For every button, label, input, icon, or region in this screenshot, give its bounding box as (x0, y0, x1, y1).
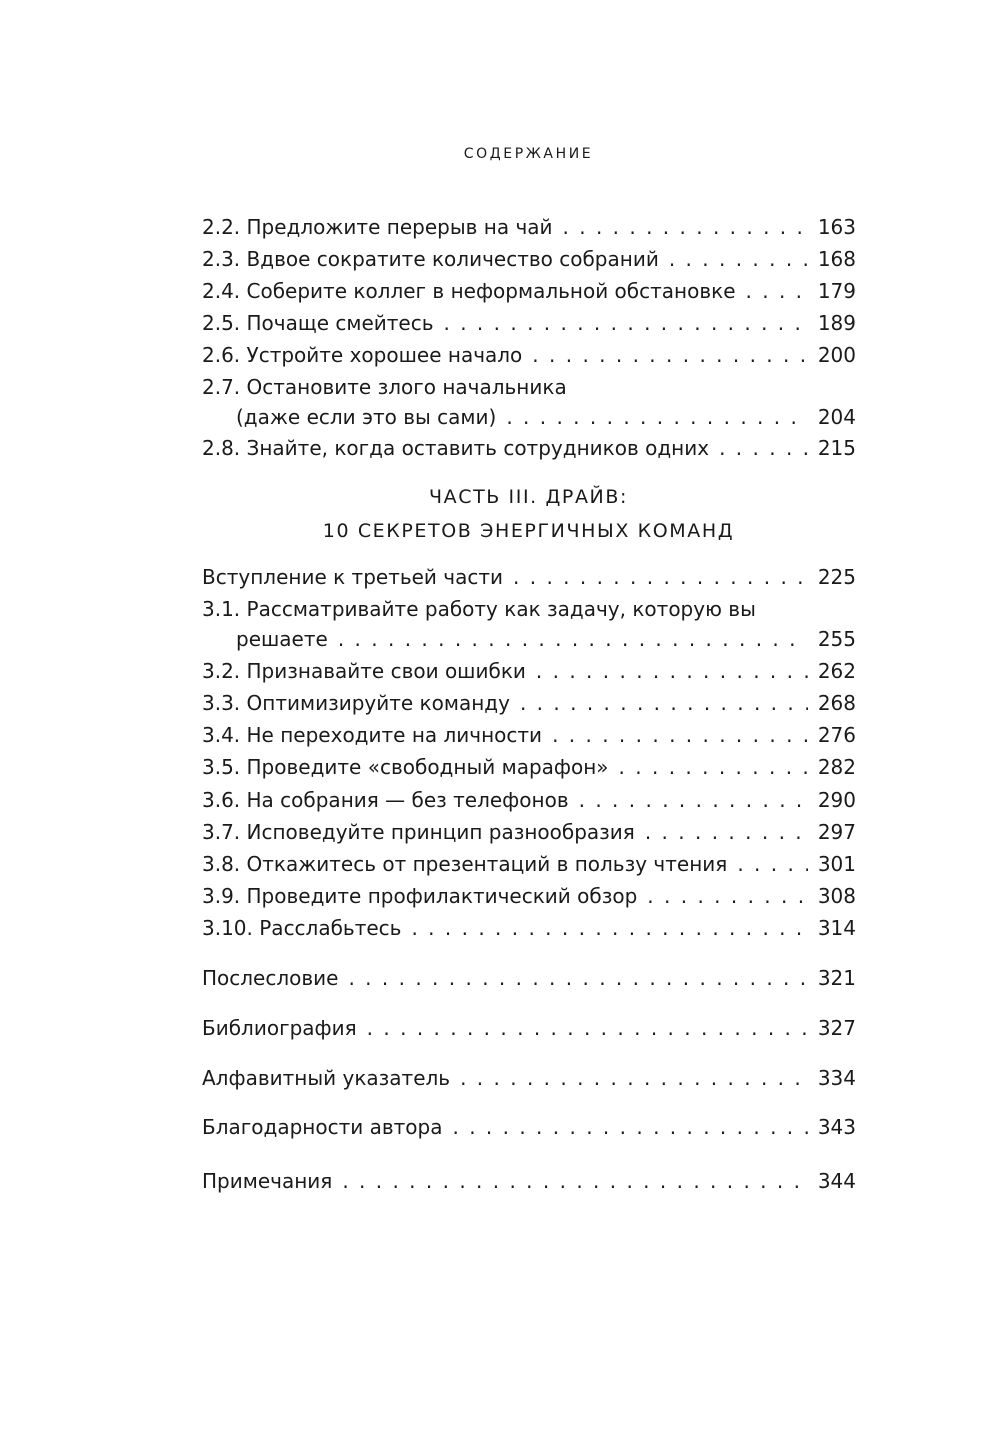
toc-entry-page: 215 (817, 436, 856, 460)
toc-entry-title: 3.3. Оптимизируйте команду (202, 691, 510, 715)
toc-entry-3-2 (202, 655, 856, 687)
toc-entry-2-5 (202, 307, 856, 339)
toc-entry-page: 255 (817, 627, 856, 651)
dot-leader (348, 962, 808, 994)
toc-entry-page: 344 (817, 1169, 856, 1193)
dot-leader (536, 655, 808, 687)
dot-leader (737, 848, 808, 880)
toc-entry-title: 3.5. Проведите «свободный марафон» (202, 755, 609, 779)
dot-leader (342, 1165, 808, 1197)
dot-leader (444, 307, 809, 339)
toc-entry-page: 334 (817, 1066, 856, 1090)
toc-entry-title: Алфавитный указатель (202, 1066, 451, 1090)
dot-leader (647, 880, 808, 912)
toc-entry-page: 262 (817, 659, 856, 683)
dot-leader (563, 211, 808, 243)
toc-entry-3-4 (202, 719, 856, 751)
toc-entry-page: 168 (817, 247, 856, 271)
toc-entry-acknowledgements (202, 1111, 856, 1143)
dot-leader (513, 561, 808, 593)
dot-leader (532, 339, 808, 371)
toc-entry-title: 2.3. Вдвое сократите количество собраний (202, 247, 659, 271)
running-head: СОДЕРЖАНИЕ (463, 146, 594, 162)
toc-entry-bibliography (202, 1012, 856, 1044)
dot-leader (619, 751, 808, 783)
dot-leader (645, 816, 808, 848)
toc-entry-page: 225 (817, 565, 856, 589)
toc-entry-2-3 (202, 243, 856, 275)
toc-entry-title: решаете (236, 627, 328, 651)
part-heading-line1: ЧАСТЬ III. ДРАЙВ: (428, 486, 628, 508)
toc-entry-3-9 (202, 880, 856, 912)
dot-leader (520, 687, 808, 719)
dot-leader (746, 275, 808, 307)
dot-leader (460, 1062, 808, 1094)
toc-entry-title: Послесловие (202, 966, 339, 990)
toc-entry-page: 321 (817, 966, 856, 990)
toc-entry-title: 3.9. Проведите профилактический обзор (202, 884, 638, 908)
toc-entry-page: 297 (817, 820, 856, 844)
toc-entry-page: 327 (817, 1016, 856, 1040)
toc-entry-page: 314 (817, 916, 856, 940)
toc-entry-title: Библиография (202, 1016, 357, 1040)
toc-entry-2-7-line1: 2.7. Остановите злого начальника (202, 375, 567, 399)
dot-leader (669, 243, 808, 275)
toc-entry-title: 3.10. Расслабьтесь (202, 916, 402, 940)
toc-entry-page: 301 (817, 852, 856, 876)
toc-entry-index (202, 1062, 856, 1094)
toc-entry-part3-intro (202, 561, 856, 593)
toc-entry-notes (202, 1165, 856, 1197)
toc-entry-3-1-line1: 3.1. Рассматривайте работу как задачу, которую вы (202, 597, 756, 621)
toc-entry-title: 3.4. Не переходите на личности (202, 723, 543, 747)
dot-leader (338, 623, 808, 655)
toc-entry-page: 268 (817, 691, 856, 715)
toc-entry-page: 204 (817, 405, 856, 429)
toc-entry-title: Благодарности автора (202, 1115, 443, 1139)
part-heading-line2: 10 СЕКРЕТОВ ЭНЕРГИЧНЫХ КОМАНД (322, 520, 735, 542)
toc-entry-page: 200 (817, 343, 856, 367)
toc-entry-2-8 (202, 432, 856, 464)
toc-entry-3-6 (202, 784, 856, 816)
toc-entry-3-3 (202, 687, 856, 719)
dot-leader (719, 432, 808, 464)
toc-entry-title: 3.7. Исповедуйте принцип разнообразия (202, 820, 635, 844)
toc-entry-3-5 (202, 751, 856, 783)
toc-entry-afterword (202, 962, 856, 994)
toc-entry-title: 2.2. Предложите перерыв на чай (202, 215, 553, 239)
dot-leader (552, 719, 808, 751)
toc-entry-2-4 (202, 275, 856, 307)
toc-entry-title: Вступление к третьей части (202, 565, 504, 589)
toc-entry-title: 2.8. Знайте, когда оставить сотрудников одних (202, 436, 710, 460)
dot-leader (411, 912, 808, 944)
dot-leader (579, 784, 808, 816)
toc-entry-page: 343 (817, 1115, 856, 1139)
toc-entry-title: 2.5. Почаще смейтесь (202, 311, 434, 335)
toc-entry-title: 2.4. Соберите коллег в неформальной обстановке (202, 279, 736, 303)
toc-entry-3-1 (236, 623, 856, 655)
toc-entry-page: 276 (817, 723, 856, 747)
toc-entry-page: 308 (817, 884, 856, 908)
toc-entry-title: 3.8. Откажитесь от презентаций в пользу чтения (202, 852, 728, 876)
toc-entry-page: 290 (817, 788, 856, 812)
toc-entry-3-7 (202, 816, 856, 848)
toc-entry-title: 3.6. На собрания — без телефонов (202, 788, 569, 812)
toc-entry-page: 189 (817, 311, 856, 335)
toc-entry-title: Примечания (202, 1169, 333, 1193)
toc-entry-title: (даже если это вы сами) (236, 405, 497, 429)
dot-leader (367, 1012, 808, 1044)
dot-leader (506, 401, 808, 433)
toc-entry-2-6 (202, 339, 856, 371)
toc-entry-2-2 (202, 211, 856, 243)
toc-entry-2-7 (236, 401, 856, 433)
toc-entry-page: 179 (817, 279, 856, 303)
toc-entry-title: 3.2. Признавайте свои ошибки (202, 659, 526, 683)
toc-entry-3-8 (202, 848, 856, 880)
toc-entry-page: 163 (817, 215, 856, 239)
toc-entry-3-10 (202, 912, 856, 944)
toc-entry-title: 2.6. Устройте хорошее начало (202, 343, 523, 367)
dot-leader (452, 1111, 808, 1143)
toc-entry-page: 282 (817, 755, 856, 779)
